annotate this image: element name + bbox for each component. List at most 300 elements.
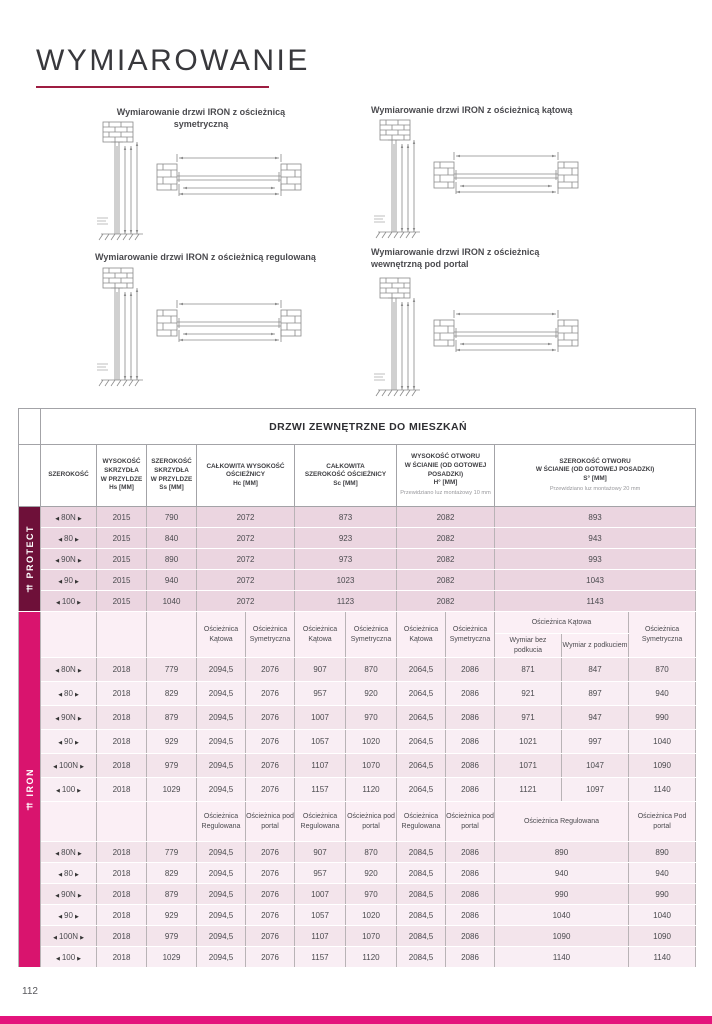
value-cell: 2018 [97, 905, 147, 926]
subheader-so-pod-portal: Ościeżnica Pod portal [629, 802, 696, 842]
sidebar-spacer [19, 409, 41, 445]
value-cell: 2086 [446, 658, 495, 682]
value-cell: 2084,5 [397, 842, 446, 863]
left-arrow-icon: ◀ [55, 850, 60, 857]
porta-logo-icon [25, 584, 34, 593]
value-cell: 1121 [495, 778, 562, 802]
row-size-label [41, 706, 97, 730]
right-arrow-icon: ▶ [74, 536, 79, 543]
left-arrow-icon: ◀ [55, 668, 60, 674]
value-cell: 1107 [295, 926, 346, 947]
sidebar-protect-label: PROTECT [24, 525, 35, 579]
value-cell: 2082 [397, 591, 495, 612]
row-size-label [41, 863, 97, 884]
value-cell: 1097 [562, 778, 629, 802]
subheader-sc-katowa: Ościeżnica Kątowa [295, 612, 346, 658]
size-text: 80N [61, 512, 76, 522]
row-size-label [41, 926, 97, 947]
value-cell: 2094,5 [197, 905, 246, 926]
door-frame-diagram [372, 276, 587, 401]
value-cell: 929 [147, 905, 197, 926]
value-cell: 2094,5 [197, 682, 246, 706]
value-cell: 893 [495, 507, 696, 528]
row-size-label [41, 842, 97, 863]
left-arrow-icon: ◀ [55, 788, 60, 794]
value-cell: 1047 [562, 754, 629, 778]
value-cell: 2018 [97, 842, 147, 863]
value-cell: 2076 [246, 754, 295, 778]
table-row [19, 905, 696, 926]
value-cell: 2018 [97, 658, 147, 682]
col-header-so: SZEROKOŚĆ OTWORU W ŚCIANIE (OD GOTOWEJ POSADZKI) S° [MM] Przewidziano luz montażowy 20 mm [495, 445, 696, 507]
page-number: 112 [22, 986, 38, 997]
value-cell: 840 [147, 528, 197, 549]
value-cell: 1120 [346, 778, 397, 802]
table-row [19, 730, 696, 754]
value-cell: 2072 [197, 549, 295, 570]
left-arrow-icon: ◀ [55, 515, 60, 522]
value-cell: 2094,5 [197, 706, 246, 730]
table-row [19, 528, 696, 549]
right-arrow-icon: ▶ [74, 578, 79, 585]
size-text: 100 [61, 952, 76, 962]
table-row [19, 884, 696, 905]
table-row [19, 926, 696, 947]
value-cell: 2015 [97, 591, 147, 612]
value-cell: 2082 [397, 549, 495, 570]
value-cell: 940 [629, 682, 696, 706]
value-cell: 2076 [246, 658, 295, 682]
value-cell: 1070 [346, 926, 397, 947]
value-cell: 2086 [446, 706, 495, 730]
value-cell: 940 [629, 863, 696, 884]
value-cell: 2086 [446, 884, 495, 905]
value-cell: 2086 [446, 947, 495, 968]
subheader-hc-pod-portal: Ościeżnica pod portal [246, 802, 295, 842]
sidebar-protect [19, 507, 41, 612]
subheader-wymiar-bez-podkucia: Wymiar bez podkucia [495, 634, 562, 658]
subheader-hc-symetryczna: Ościeżnica Symetryczna [246, 612, 295, 658]
value-cell: 2086 [446, 778, 495, 802]
right-arrow-icon: ▶ [77, 557, 82, 564]
value-cell: 2015 [97, 570, 147, 591]
size-text: 90 [64, 910, 73, 920]
value-cell: 1040 [147, 591, 197, 612]
value-cell: 940 [495, 863, 629, 884]
value-cell: 2084,5 [397, 947, 446, 968]
value-cell: 2072 [197, 591, 295, 612]
value-cell: 997 [562, 730, 629, 754]
sidebar-iron-label: IRON [24, 768, 35, 797]
row-size-label [41, 730, 97, 754]
size-text: 90 [64, 737, 73, 746]
value-cell: 2094,5 [197, 778, 246, 802]
size-text: 80N [61, 847, 76, 857]
left-arrow-icon: ◀ [55, 892, 60, 899]
row-size-label [41, 570, 97, 591]
value-cell: 2076 [246, 863, 295, 884]
size-text: 100N [58, 931, 79, 941]
row-size-label [41, 947, 97, 968]
value-cell: 2086 [446, 863, 495, 884]
value-cell: 1020 [346, 905, 397, 926]
left-arrow-icon: ◀ [55, 557, 60, 564]
row-size-label [41, 549, 97, 570]
iron-subheader-row-2 [19, 802, 696, 842]
title-underline [36, 86, 269, 88]
size-text: 90N [61, 713, 76, 722]
value-cell: 2076 [246, 947, 295, 968]
value-cell: 940 [147, 570, 197, 591]
col-header-ho: WYSOKOŚĆ OTWORU W ŚCIANIE (OD GOTOWEJ POSADZKI) H° [MM] Przewidziano luz montażowy 10 mm [397, 445, 495, 507]
right-arrow-icon: ▶ [77, 788, 82, 794]
value-cell: 890 [629, 842, 696, 863]
value-cell: 2082 [397, 528, 495, 549]
value-cell: 2084,5 [397, 863, 446, 884]
right-arrow-icon: ▶ [77, 955, 82, 962]
subheader-wymiar-z-podkuciem: Wymiar z podkuciem [562, 634, 629, 658]
right-arrow-icon: ▶ [77, 668, 82, 674]
value-cell: 2076 [246, 884, 295, 905]
value-cell: 1007 [295, 884, 346, 905]
value-cell: 870 [629, 658, 696, 682]
value-cell: 2086 [446, 730, 495, 754]
subheader-so-symetryczna: Ościeżnica Symetryczna [629, 612, 696, 658]
value-cell: 779 [147, 842, 197, 863]
table-row [19, 778, 696, 802]
value-cell: 1090 [495, 926, 629, 947]
value-cell: 1123 [295, 591, 397, 612]
value-cell: 2064,5 [397, 658, 446, 682]
diagram-slot [95, 266, 310, 391]
table-row [19, 658, 696, 682]
left-arrow-icon: ◀ [53, 764, 57, 770]
value-cell: 2064,5 [397, 706, 446, 730]
right-arrow-icon: ▶ [77, 599, 82, 606]
value-cell: 1040 [629, 905, 696, 926]
right-arrow-icon: ▶ [80, 764, 84, 770]
subheader-so-regulowana: Ościeżnica Regulowana [495, 802, 629, 842]
left-arrow-icon: ◀ [58, 578, 63, 585]
size-text: 80 [64, 868, 73, 878]
subheader-blank [41, 802, 97, 842]
value-cell: 1020 [346, 730, 397, 754]
value-cell: 2076 [246, 706, 295, 730]
value-cell: 1140 [629, 778, 696, 802]
value-cell: 1090 [629, 754, 696, 778]
value-cell: 1007 [295, 706, 346, 730]
value-cell: 870 [346, 658, 397, 682]
right-arrow-icon: ▶ [74, 692, 79, 698]
value-cell: 847 [562, 658, 629, 682]
value-cell: 2018 [97, 863, 147, 884]
size-text: 100 [61, 596, 76, 606]
value-cell: 2086 [446, 754, 495, 778]
value-cell: 979 [147, 754, 197, 778]
left-arrow-icon: ◀ [53, 934, 57, 941]
value-cell: 923 [295, 528, 397, 549]
diagram-caption: Wymiarowanie drzwi IRON z ościeżnicą kątową [371, 105, 573, 115]
subheader-blank [147, 612, 197, 658]
column-header-row [19, 445, 696, 507]
value-cell: 1140 [629, 947, 696, 968]
value-cell: 1057 [295, 905, 346, 926]
subheader-sc-regulowana: Ościeżnica Regulowana [295, 802, 346, 842]
value-cell: 2018 [97, 754, 147, 778]
value-cell: 2094,5 [197, 730, 246, 754]
iron-subheader-row-1 [19, 612, 696, 634]
value-cell: 920 [346, 863, 397, 884]
right-arrow-icon: ▶ [80, 934, 84, 941]
value-cell: 2018 [97, 947, 147, 968]
value-cell: 990 [629, 884, 696, 905]
subheader-blank [41, 612, 97, 658]
value-cell: 1140 [495, 947, 629, 968]
value-cell: 2082 [397, 570, 495, 591]
table-row [19, 591, 696, 612]
subheader-sc-symetryczna: Ościeżnica Symetryczna [346, 612, 397, 658]
value-cell: 1029 [147, 778, 197, 802]
value-cell: 979 [147, 926, 197, 947]
size-text: 90 [64, 575, 73, 585]
value-cell: 2076 [246, 778, 295, 802]
dimensions-table [18, 408, 696, 968]
value-cell: 829 [147, 682, 197, 706]
value-cell: 2086 [446, 682, 495, 706]
value-cell: 2076 [246, 682, 295, 706]
value-cell: 1143 [495, 591, 696, 612]
value-cell: 1157 [295, 778, 346, 802]
value-cell: 2064,5 [397, 754, 446, 778]
table-title-row [19, 409, 696, 445]
value-cell: 957 [295, 863, 346, 884]
value-cell: 890 [495, 842, 629, 863]
value-cell: 2094,5 [197, 947, 246, 968]
value-cell: 929 [147, 730, 197, 754]
col-header-hc: CAŁKOWITA WYSOKOŚĆ OŚCIEŻNICY Hc [MM] [197, 445, 295, 507]
sidebar-spacer [19, 445, 41, 507]
left-arrow-icon: ◀ [58, 692, 63, 698]
value-cell: 1040 [495, 905, 629, 926]
subheader-blank [97, 802, 147, 842]
value-cell: 1043 [495, 570, 696, 591]
diagram-caption: Wymiarowanie drzwi IRON z ościeżnicą wewnętrzną pod portal [371, 247, 540, 269]
value-cell: 1057 [295, 730, 346, 754]
value-cell: 897 [562, 682, 629, 706]
row-size-label [41, 507, 97, 528]
value-cell: 879 [147, 884, 197, 905]
row-size-label [41, 528, 97, 549]
row-size-label [41, 682, 97, 706]
value-cell: 1071 [495, 754, 562, 778]
subheader-ho-pod-portal: Ościeżnica pod portal [446, 802, 495, 842]
subheader-sc-pod-portal: Ościeżnica pod portal [346, 802, 397, 842]
right-arrow-icon: ▶ [77, 892, 82, 899]
value-cell: 1120 [346, 947, 397, 968]
table-row [19, 549, 696, 570]
left-arrow-icon: ◀ [55, 599, 60, 606]
subheader-ho-symetryczna: Ościeżnica Symetryczna [446, 612, 495, 658]
footer-accent-bar [0, 1016, 712, 1024]
value-cell: 920 [346, 682, 397, 706]
left-arrow-icon: ◀ [58, 740, 63, 746]
value-cell: 2094,5 [197, 754, 246, 778]
table-row [19, 842, 696, 863]
value-cell: 1107 [295, 754, 346, 778]
diagram-caption: Wymiarowanie drzwi IRON z ościeżnicą regulowaną [95, 252, 316, 262]
table-row [19, 507, 696, 528]
value-cell: 1040 [629, 730, 696, 754]
value-cell: 973 [295, 549, 397, 570]
value-cell: 921 [495, 682, 562, 706]
value-cell: 829 [147, 863, 197, 884]
right-arrow-icon: ▶ [77, 515, 82, 522]
value-cell: 2086 [446, 926, 495, 947]
value-cell: 2094,5 [197, 842, 246, 863]
col-header-szerokosc: SZEROKOŚĆ [41, 445, 97, 507]
page-title: WYMIAROWANIE [36, 44, 310, 77]
right-arrow-icon: ▶ [74, 871, 79, 878]
size-text: 100 [61, 785, 76, 794]
subheader-ho-regulowana: Ościeżnica Regulowana [397, 802, 446, 842]
value-cell: 993 [495, 549, 696, 570]
diagram-slot [95, 120, 310, 245]
sidebar-iron [19, 612, 41, 968]
table-title: DRZWI ZEWNĘTRZNE DO MIESZKAŃ [41, 409, 696, 445]
subheader-blank [97, 612, 147, 658]
door-frame-diagram [95, 266, 310, 391]
value-cell: 970 [346, 884, 397, 905]
table-row [19, 863, 696, 884]
row-size-label [41, 778, 97, 802]
size-text: 80N [61, 665, 76, 674]
size-text: 80 [64, 689, 73, 698]
value-cell: 890 [147, 549, 197, 570]
value-cell: 2018 [97, 682, 147, 706]
table-row [19, 947, 696, 968]
size-text: 90N [61, 554, 76, 564]
value-cell: 2084,5 [397, 884, 446, 905]
size-text: 80 [64, 533, 73, 543]
value-cell: 907 [295, 658, 346, 682]
value-cell: 1157 [295, 947, 346, 968]
value-cell: 2015 [97, 507, 147, 528]
diagram-slot [372, 118, 587, 243]
subheader-ho-katowa: Ościeżnica Kątowa [397, 612, 446, 658]
value-cell: 2086 [446, 905, 495, 926]
row-size-label [41, 884, 97, 905]
value-cell: 1023 [295, 570, 397, 591]
right-arrow-icon: ▶ [74, 913, 79, 920]
table-row [19, 706, 696, 730]
value-cell: 879 [147, 706, 197, 730]
value-cell: 971 [495, 706, 562, 730]
value-cell: 1021 [495, 730, 562, 754]
value-cell: 779 [147, 658, 197, 682]
value-cell: 2018 [97, 926, 147, 947]
left-arrow-icon: ◀ [58, 913, 63, 920]
value-cell: 1029 [147, 947, 197, 968]
value-cell: 2064,5 [397, 730, 446, 754]
door-frame-diagram [95, 120, 310, 245]
value-cell: 2018 [97, 730, 147, 754]
value-cell: 2076 [246, 926, 295, 947]
table-row [19, 570, 696, 591]
diagram-slot [372, 276, 587, 401]
subheader-hc-katowa: Ościeżnica Kątowa [197, 612, 246, 658]
value-cell: 2086 [446, 842, 495, 863]
value-cell: 2084,5 [397, 926, 446, 947]
left-arrow-icon: ◀ [55, 716, 60, 722]
porta-logo-icon [25, 802, 34, 811]
value-cell: 2015 [97, 528, 147, 549]
value-cell: 2064,5 [397, 682, 446, 706]
value-cell: 790 [147, 507, 197, 528]
value-cell: 2018 [97, 706, 147, 730]
value-cell: 2072 [197, 570, 295, 591]
value-cell: 2015 [97, 549, 147, 570]
value-cell: 2072 [197, 507, 295, 528]
value-cell: 2072 [197, 528, 295, 549]
col-header-hs: WYSOKOŚĆ SKRZYDŁA W PRZYLDZE Hs [MM] [97, 445, 147, 507]
value-cell: 957 [295, 682, 346, 706]
subheader-blank [147, 802, 197, 842]
left-arrow-icon: ◀ [58, 536, 63, 543]
subheader-so-katowa: Ościeżnica Kątowa [495, 612, 629, 634]
value-cell: 947 [562, 706, 629, 730]
value-cell: 870 [346, 842, 397, 863]
value-cell: 2076 [246, 730, 295, 754]
value-cell: 1090 [629, 926, 696, 947]
door-frame-diagram [372, 118, 587, 243]
value-cell: 2018 [97, 884, 147, 905]
row-size-label [41, 658, 97, 682]
size-text: 90N [61, 889, 76, 899]
value-cell: 990 [495, 884, 629, 905]
size-text: 100N [58, 761, 79, 770]
right-arrow-icon: ▶ [77, 716, 82, 722]
value-cell: 2018 [97, 778, 147, 802]
right-arrow-icon: ▶ [74, 740, 79, 746]
row-size-label [41, 754, 97, 778]
value-cell: 990 [629, 706, 696, 730]
left-arrow-icon: ◀ [58, 871, 63, 878]
table-row [19, 754, 696, 778]
value-cell: 871 [495, 658, 562, 682]
table-row [19, 682, 696, 706]
value-cell: 970 [346, 706, 397, 730]
value-cell: 943 [495, 528, 696, 549]
value-cell: 873 [295, 507, 397, 528]
row-size-label [41, 591, 97, 612]
col-header-sc: CAŁKOWITA SZEROKOŚĆ OŚCIEŻNICY Sc [MM] [295, 445, 397, 507]
value-cell: 1070 [346, 754, 397, 778]
right-arrow-icon: ▶ [77, 850, 82, 857]
value-cell: 2094,5 [197, 658, 246, 682]
value-cell: 2082 [397, 507, 495, 528]
row-size-label [41, 905, 97, 926]
value-cell: 2076 [246, 905, 295, 926]
diagram-caption: Wymiarowanie drzwi IRON z ościeżnicą symetryczną [116, 107, 286, 129]
value-cell: 2064,5 [397, 778, 446, 802]
value-cell: 2094,5 [197, 926, 246, 947]
value-cell: 2094,5 [197, 884, 246, 905]
value-cell: 907 [295, 842, 346, 863]
value-cell: 2084,5 [397, 905, 446, 926]
subheader-hc-regulowana: Ościeżnica Regulowana [197, 802, 246, 842]
value-cell: 2076 [246, 842, 295, 863]
left-arrow-icon: ◀ [55, 955, 60, 962]
